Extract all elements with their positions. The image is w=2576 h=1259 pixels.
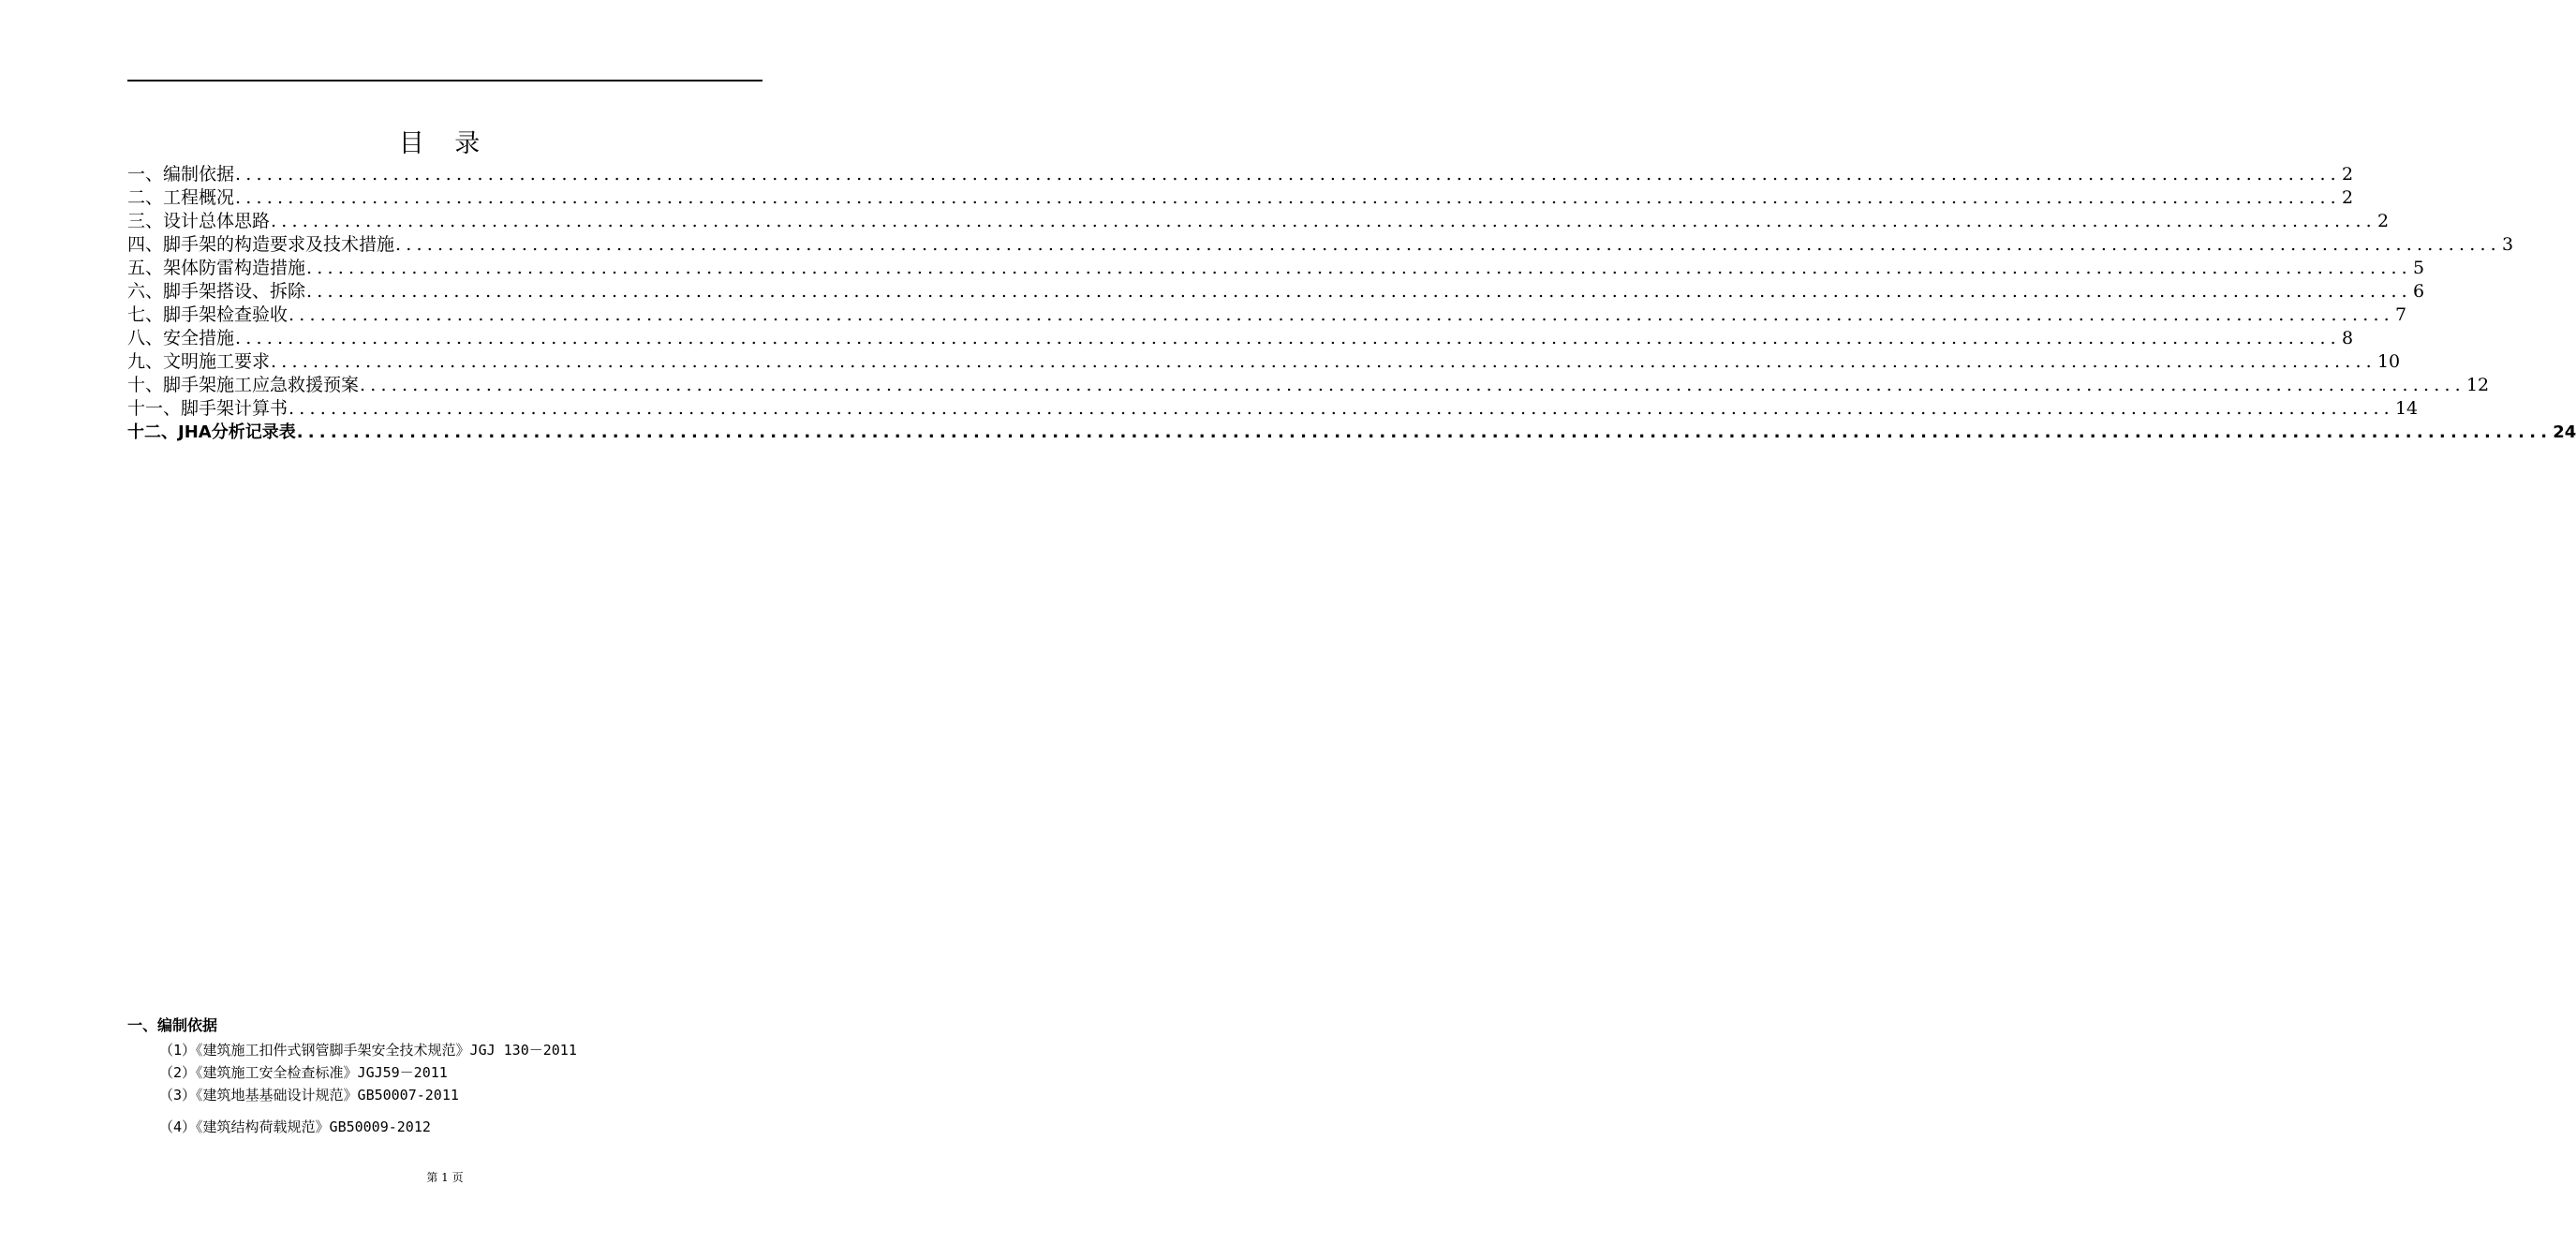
toc-entry-page: 12: [2465, 375, 2490, 395]
reference-item: （1）《建筑施工扣件式钢管脚手架安全技术规范》JGJ 130－2011: [159, 1042, 577, 1059]
toc-dot-leader: ........................................................................................................................................................................................................: [271, 211, 2376, 231]
toc-entry-page: 10: [2376, 351, 2401, 372]
toc-entry[interactable]: [127, 163, 2354, 186]
toc-dot-leader: ........................................................................................................................................................................................................: [235, 164, 2341, 185]
toc-entry[interactable]: [127, 257, 2425, 280]
toc-title: 目 录: [398, 129, 492, 158]
toc-entry-label: 九、文明施工要求: [127, 351, 271, 372]
toc-entry[interactable]: [127, 304, 2407, 327]
reference-item: （2）《建筑施工安全检查标准》JGJ59－2011: [159, 1064, 448, 1081]
toc-entry-label: 三、设计总体思路: [127, 211, 271, 231]
toc-entry-page: 14: [2394, 398, 2419, 419]
toc-entry[interactable]: [127, 421, 2576, 444]
toc-dot-leader: ........................................................................................................................................................................................................: [306, 258, 2412, 278]
toc-entry[interactable]: [127, 233, 2514, 257]
table-of-contents: [127, 163, 2576, 444]
toc-entry-page: 8: [2341, 328, 2354, 348]
toc-dot-leader: ........................................................................................................................................................................................................: [271, 351, 2376, 372]
toc-entry-label: 二、工程概况: [127, 187, 235, 208]
toc-entry-label: 四、脚手架的构造要求及技术措施: [127, 234, 395, 255]
reference-item: （4）《建筑结构荷载规范》GB50009-2012: [159, 1118, 431, 1135]
toc-entry-label: 六、脚手架搭设、拆除: [127, 281, 306, 302]
toc-entry[interactable]: [127, 210, 2390, 233]
toc-dot-leader: ........................................................................................................................................................................................................: [235, 328, 2341, 348]
toc-entry-page: 5: [2412, 258, 2425, 278]
toc-dot-leader: ........................................................................................................................................................................................................: [289, 398, 2394, 419]
toc-dot-leader: ........................................................................................................................................................................................................: [235, 187, 2341, 208]
header-rule: [127, 80, 762, 81]
toc-entry-page: 24: [2553, 422, 2576, 442]
toc-entry-label: 五、架体防雷构造措施: [127, 258, 306, 278]
toc-dot-leader: ........................................................................................................................................................................................................: [296, 422, 2553, 442]
reference-item: （3）《建筑地基基础设计规范》GB50007-2011: [159, 1087, 459, 1103]
section-heading: 一、编制依据: [127, 1016, 218, 1034]
toc-entry-page: 7: [2394, 304, 2407, 325]
toc-entry[interactable]: [127, 327, 2354, 350]
toc-dot-leader: ........................................................................................................................................................................................................: [360, 375, 2465, 395]
toc-dot-leader: ........................................................................................................................................................................................................: [306, 281, 2412, 302]
page-footer: 第 1 页: [426, 1171, 464, 1184]
toc-entry[interactable]: [127, 350, 2401, 374]
toc-dot-leader: ........................................................................................................................................................................................................: [289, 304, 2394, 325]
toc-entry[interactable]: [127, 280, 2425, 304]
toc-entry-label: 一、编制依据: [127, 164, 235, 185]
toc-entry-page: 3: [2501, 234, 2514, 255]
toc-entry-page: 2: [2341, 164, 2354, 185]
toc-entry[interactable]: [127, 397, 2419, 421]
toc-entry[interactable]: [127, 374, 2490, 397]
toc-entry[interactable]: [127, 186, 2354, 210]
toc-entry-label: 十、脚手架施工应急救援预案: [127, 375, 360, 395]
reference-list: [159, 1039, 577, 1138]
toc-entry-page: 2: [2376, 211, 2390, 231]
toc-entry-label: 十一、脚手架计算书: [127, 398, 289, 419]
toc-entry-label: 七、脚手架检查验收: [127, 304, 289, 325]
toc-entry-label: 八、安全措施: [127, 328, 235, 348]
toc-entry-page: 2: [2341, 187, 2354, 208]
toc-entry-label: 十二、JHA分析记录表: [127, 422, 296, 442]
toc-entry-page: 6: [2412, 281, 2425, 302]
toc-dot-leader: ........................................................................................................................................................................................................: [395, 234, 2501, 255]
